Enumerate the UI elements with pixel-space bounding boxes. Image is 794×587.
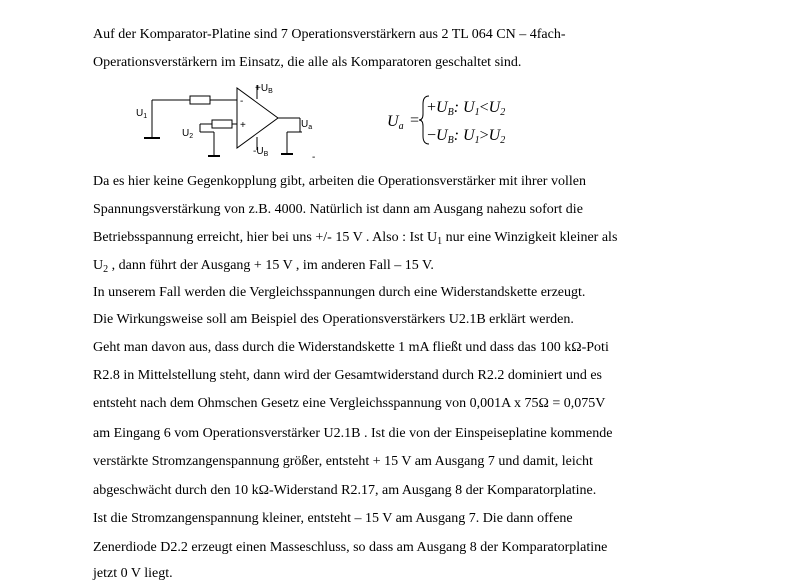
label-trailing-dash: - bbox=[312, 152, 316, 163]
paragraph-line-16: jetzt 0 V liegt. bbox=[93, 566, 173, 581]
label-supply-minus: $-U_B$ bbox=[253, 146, 269, 158]
label-u2: $U_2$ bbox=[182, 128, 194, 140]
p5-text-a: U bbox=[93, 258, 104, 273]
intro-line-1: Auf der Komparator-Platine sind 7 Operationsverstärkern aus 2 TL 064 CN – 4fach- bbox=[93, 27, 566, 42]
label-noninverting-input: + bbox=[240, 120, 246, 131]
paragraph-line-13: abgeschwächt durch den 10 kΩ-Widerstand R2.17, am Ausgang 8 der Komparatorplatine. bbox=[93, 483, 597, 498]
paragraph-line-9: R2.8 in Mittelstellung steht, dann wird der Gesamtwiderstand durch R2.2 dominiert und es bbox=[93, 368, 602, 383]
label-u1: $U_1$ bbox=[136, 108, 148, 120]
label-inverting-input: - bbox=[240, 96, 244, 107]
formula-case-1: +UB: U1<U2 bbox=[427, 99, 506, 118]
paragraph-line-2: Da es hier keine Gegenkopplung gibt, arbeiten die Operationsverstärker mit ihrer vollen bbox=[93, 174, 586, 189]
paragraph-line-6: In unserem Fall werden die Vergleichsspannungen durch eine Widerstandskette erzeugt. bbox=[93, 285, 586, 300]
formula-lhs: Ua bbox=[387, 113, 404, 132]
paragraph-line-14: Ist die Stromzangenspannung kleiner, entsteht – 15 V am Ausgang 7. Die dann offene bbox=[93, 511, 573, 526]
p4-text-b: nur eine Winzigkeit kleiner als bbox=[442, 230, 618, 245]
p5-subscript: 2 bbox=[103, 264, 109, 275]
paragraph-line-15: Zenerdiode D2.2 erzeugt einen Masseschluss, so dass am Ausgang 8 der Komparatorplatine bbox=[93, 540, 608, 555]
p4-subscript: 1 bbox=[437, 236, 443, 247]
p5-text-b: , dann führt der Ausgang + 15 V , im anderen Fall – 15 V. bbox=[108, 258, 434, 273]
intro-line-2: Operationsverstärkern im Einsatz, die alle als Komparatoren geschaltet sind. bbox=[93, 55, 522, 70]
paragraph-line-12: verstärkte Stromzangenspannung größer, entsteht + 15 V am Ausgang 7 und damit, leicht bbox=[93, 454, 593, 469]
paragraph-line-7: Die Wirkungsweise soll am Beispiel des Operationsverstärkers U2.1B erklärt werden. bbox=[93, 312, 574, 327]
label-ua: $U_a$ bbox=[301, 119, 313, 131]
paragraph-line-4 bbox=[93, 230, 617, 246]
paragraph-line-8: Geht man davon aus, dass durch die Widerstandskette 1 mA fließt und dass das 100 kΩ-Poti bbox=[93, 340, 609, 355]
paragraph-line-5 bbox=[93, 258, 434, 274]
paragraph-line-10: entsteht nach dem Ohmschen Gesetz eine Vergleichsspannung von 0,001A x 75Ω = 0,075V bbox=[93, 396, 606, 411]
formula-case-2: −UB: U1>U2 bbox=[427, 127, 506, 146]
label-supply-plus: $+U_B$ bbox=[255, 83, 273, 95]
comparator-formula bbox=[385, 90, 525, 150]
p4-text-a: Betriebsspannung erreicht, hier bei uns +/- 15 V . Also : Ist U bbox=[93, 230, 438, 245]
comparator-circuit-diagram bbox=[130, 80, 330, 165]
paragraph-line-3: Spannungsverstärkung von z.B. 4000. Natürlich ist dann am Ausgang nahezu sofort die bbox=[93, 202, 583, 217]
paragraph-line-11: am Eingang 6 vom Operationsverstärker U2.1B . Ist die von der Einspeiseplatine kommende bbox=[93, 426, 613, 441]
formula-equals: = bbox=[409, 112, 420, 129]
